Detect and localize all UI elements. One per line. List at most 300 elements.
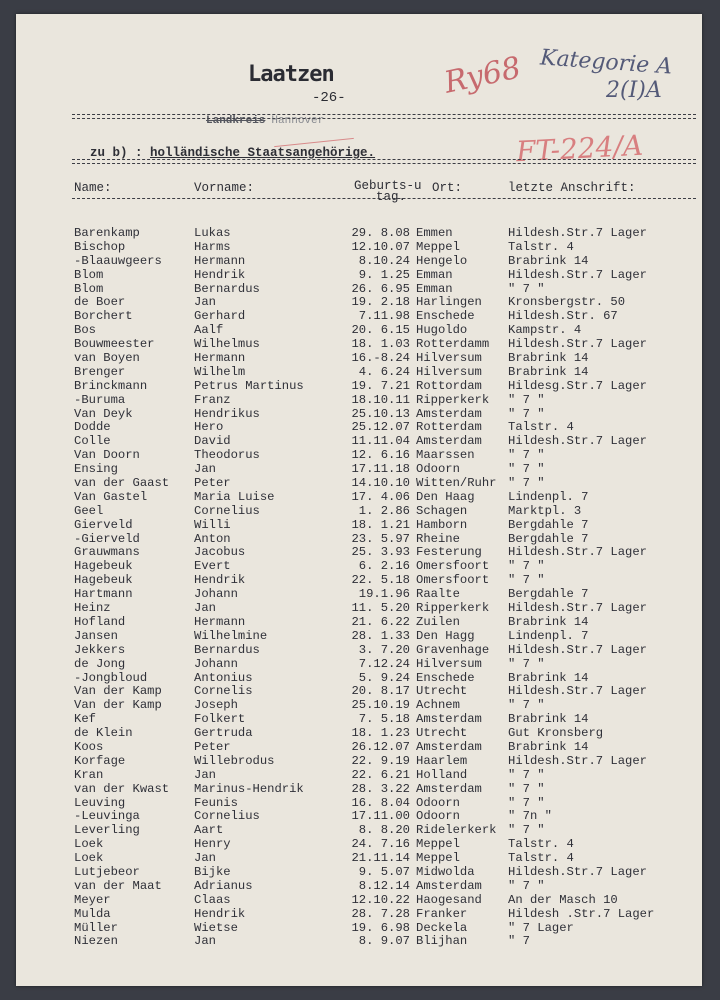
person-birthdate: 19. 2.18 (351, 295, 410, 310)
table-row (16, 407, 702, 421)
person-birthplace: Meppel (416, 851, 460, 866)
person-address: Brabrink 14 (508, 712, 589, 727)
person-birthplace: Festerung (416, 545, 482, 560)
person-address: " 7 " (508, 698, 545, 713)
person-birthplace: Deckela (416, 920, 468, 935)
divider (72, 159, 696, 160)
person-surname: Lutjebeor (74, 864, 140, 879)
person-birthdate: 25.10.19 (351, 698, 410, 713)
person-firstname: Wilhelmus (194, 337, 260, 352)
person-birthdate: 22. 9.19 (351, 753, 410, 768)
person-address: " 7 " (508, 462, 545, 477)
table-row (16, 448, 702, 462)
section-heading (90, 146, 375, 160)
table-row (16, 379, 702, 393)
person-birthdate: 12.10.22 (351, 892, 410, 907)
person-birthdate: 7.11.98 (358, 309, 410, 324)
person-birthdate: 14.10.10 (351, 476, 410, 491)
person-surname: Müller (74, 920, 118, 935)
person-birthplace: Odoorn (416, 809, 460, 824)
table-row (16, 837, 702, 851)
person-birthplace: Rheine (416, 531, 460, 546)
table-row (16, 295, 702, 309)
person-surname: Hagebeuk (74, 573, 133, 588)
col-header-geburtstag (354, 181, 422, 203)
person-firstname: Hermann (194, 614, 246, 629)
person-surname: Borchert (74, 309, 133, 324)
person-firstname: Johann (194, 656, 238, 671)
person-birthdate: 22. 5.18 (351, 573, 410, 588)
person-surname: Bos (74, 323, 96, 338)
person-firstname: Aalf (194, 323, 224, 338)
person-firstname: Wietse (194, 920, 238, 935)
person-birthdate: 19. 6.98 (351, 920, 410, 935)
table-row (16, 351, 702, 365)
landkreis-struck: Landkreis (206, 115, 266, 127)
person-surname: Bouwmeester (74, 337, 155, 352)
table-row (16, 629, 702, 643)
divider (72, 163, 696, 164)
person-surname: Niezen (74, 934, 118, 949)
page-title: Laatzen (248, 62, 334, 87)
table-row (16, 434, 702, 448)
person-surname: Dodde (74, 420, 111, 435)
person-birthplace: Amsterdam (416, 781, 482, 796)
person-address: Hildesg.Str.7 Lager (508, 378, 647, 393)
section-title: holländische Staatsangehörige. (150, 146, 376, 160)
table-row (16, 323, 702, 337)
person-surname: Brinckmann (74, 378, 148, 393)
person-birthdate: 4. 6.24 (358, 364, 410, 379)
person-surname: Jansen (74, 628, 118, 643)
person-surname: van Boyen (74, 351, 140, 366)
table-row (16, 907, 702, 921)
person-birthplace: Rottordam (416, 378, 482, 393)
table-row (16, 309, 702, 323)
person-birthplace: Hugoldo (416, 323, 468, 338)
person-birthplace: Hilversum (416, 351, 482, 366)
table-row (16, 726, 702, 740)
person-address: Hildesh.Str.7 Lager (508, 864, 647, 879)
person-birthplace: Witten/Ruhr (416, 476, 497, 491)
person-birthplace: Ridelerkerk (416, 823, 497, 838)
person-birthplace: Ripperkerk (416, 392, 490, 407)
person-surname: Ensing (74, 462, 118, 477)
table-row (16, 573, 702, 587)
person-address: Hildesh.Str.7 Lager (508, 267, 647, 282)
person-birthdate: 26. 6.95 (351, 281, 410, 296)
person-address: " 7n " (508, 809, 552, 824)
table-row (16, 601, 702, 615)
person-firstname: Hero (194, 420, 224, 435)
person-surname: Barenkamp (74, 226, 140, 240)
person-address: " 7 " (508, 448, 545, 463)
person-address: Hildesh.Str.7 Lager (508, 434, 647, 449)
person-surname: de Klein (74, 726, 133, 741)
person-birthplace: Hamborn (416, 517, 468, 532)
person-firstname: Anton (194, 531, 231, 546)
person-address: Hildesh.Str.7 Lager (508, 753, 647, 768)
table-row (16, 240, 702, 254)
person-birthdate: 1. 2.86 (358, 503, 410, 518)
table-row (16, 893, 702, 907)
person-birthplace: Zuilen (416, 614, 460, 629)
divider (72, 198, 696, 199)
col-header-vorname: Vorname: (194, 181, 255, 195)
kategorie-note: Kategorie A (539, 45, 673, 80)
person-firstname: Cornelius (194, 503, 260, 518)
person-birthplace: Emman (416, 281, 453, 296)
person-firstname: Jan (194, 601, 216, 616)
person-birthplace: Amsterdam (416, 739, 482, 754)
col-header-ort: Ort: (432, 181, 463, 195)
person-birthdate: 9. 5.07 (358, 864, 410, 879)
person-firstname: Hendrik (194, 573, 246, 588)
person-birthdate: 8.12.14 (358, 878, 410, 893)
person-birthdate: 17. 4.06 (351, 489, 410, 504)
person-address: " 7 " (508, 823, 545, 838)
person-birthdate: 21. 6.22 (351, 614, 410, 629)
person-address: An der Masch 10 (508, 892, 618, 907)
person-birthplace: Harlingen (416, 295, 482, 310)
person-firstname: Evert (194, 559, 231, 574)
table-row (16, 782, 702, 796)
person-birthplace: Odoorn (416, 462, 460, 477)
page-number: -26- (312, 90, 346, 106)
person-surname: -Jongbloud (74, 670, 148, 685)
person-firstname: Harms (194, 239, 231, 254)
person-firstname: Lukas (194, 226, 231, 240)
landkreis-name: Hannover (271, 115, 325, 127)
person-address: " 7 " (508, 573, 545, 588)
person-birthdate: 26.12.07 (351, 739, 410, 754)
person-firstname: Jan (194, 934, 216, 949)
person-address: " 7 " (508, 878, 545, 893)
table-row (16, 504, 702, 518)
person-birthdate: 20. 8.17 (351, 684, 410, 699)
person-birthdate: 25.10.13 (351, 406, 410, 421)
person-surname: Van der Kamp (74, 698, 162, 713)
person-birthdate: 16. 8.04 (351, 795, 410, 810)
person-birthdate: 25.12.07 (351, 420, 410, 435)
person-firstname: Feunis (194, 795, 238, 810)
table-row (16, 226, 702, 240)
table-row (16, 934, 702, 948)
table-row (16, 921, 702, 935)
person-birthplace: Amsterdam (416, 406, 482, 421)
person-birthdate: 8. 9.07 (358, 934, 410, 949)
person-surname: -Leuvinga (74, 809, 140, 824)
person-firstname: Jan (194, 462, 216, 477)
person-birthdate: 18. 1.21 (351, 517, 410, 532)
table-row (16, 393, 702, 407)
person-surname: Mulda (74, 906, 111, 921)
person-firstname: Gertruda (194, 726, 253, 741)
person-firstname: Jan (194, 295, 216, 310)
person-surname: Colle (74, 434, 111, 449)
person-surname: Grauwmans (74, 545, 140, 560)
person-address: " 7 " (508, 406, 545, 421)
person-birthdate: 28. 3.22 (351, 781, 410, 796)
person-firstname: Hermann (194, 351, 246, 366)
table-row (16, 365, 702, 379)
person-birthplace: Midwolda (416, 864, 475, 879)
person-address: Hildesh.Str.7 Lager (508, 337, 647, 352)
person-birthdate: 28. 1.33 (351, 628, 410, 643)
table-row (16, 476, 702, 490)
person-birthplace: Rotterdamm (416, 337, 490, 352)
person-firstname: Willi (194, 517, 231, 532)
table-row (16, 865, 702, 879)
table-row (16, 684, 702, 698)
person-birthdate: 16.-8.24 (351, 351, 410, 366)
table-row (16, 337, 702, 351)
person-birthplace: Holland (416, 767, 468, 782)
person-address: " 7 " (508, 656, 545, 671)
person-birthplace: Hilversum (416, 656, 482, 671)
table-row (16, 518, 702, 532)
person-firstname: Antonius (194, 670, 253, 685)
person-address: Lindenpl. 7 (508, 628, 589, 643)
person-birthplace: Amsterdam (416, 434, 482, 449)
person-address: Kampstr. 4 (508, 323, 582, 338)
person-address: Marktpl. 3 (508, 503, 582, 518)
ft-stamp: FT-224/A (515, 128, 644, 169)
col-header-anschrift: letzte Anschrift: (508, 181, 636, 195)
person-firstname: Gerhard (194, 309, 246, 324)
person-firstname: Hendrik (194, 267, 246, 282)
person-birthdate: 8. 8.20 (358, 823, 410, 838)
divider (72, 118, 696, 119)
person-firstname: Wilhelm (194, 364, 246, 379)
person-address: Hildesh .Str.7 Lager (508, 906, 655, 921)
person-surname: -Gierveld (74, 531, 140, 546)
person-address: " 7 " (508, 476, 545, 491)
person-birthdate: 23. 5.97 (351, 531, 410, 546)
person-firstname: Joseph (194, 698, 238, 713)
person-birthdate: 22. 6.21 (351, 767, 410, 782)
person-address: " 7 " (508, 767, 545, 782)
person-firstname: Hendrikus (194, 406, 260, 421)
table-row (16, 490, 702, 504)
person-address: Talstr. 4 (508, 239, 574, 254)
person-list (16, 226, 702, 948)
person-surname: Leverling (74, 823, 140, 838)
person-birthdate: 18.10.11 (351, 392, 410, 407)
person-firstname: Wilhelmine (194, 628, 268, 643)
person-surname: -Buruma (74, 392, 126, 407)
person-firstname: Bijke (194, 864, 231, 879)
person-surname: Hartmann (74, 587, 133, 602)
table-row (16, 462, 702, 476)
col-header-geburts-line2: tag. (376, 190, 407, 204)
person-surname: Van der Kamp (74, 684, 162, 699)
person-address: Brabrink 14 (508, 364, 589, 379)
person-birthdate: 7.12.24 (358, 656, 410, 671)
divider (72, 114, 696, 115)
person-surname: de Boer (74, 295, 126, 310)
person-birthdate: 9. 1.25 (358, 267, 410, 282)
person-address: Brabrink 14 (508, 614, 589, 629)
person-address: " 7 " (508, 781, 545, 796)
person-address: " 7 " (508, 795, 545, 810)
person-birthdate: 17.11.00 (351, 809, 410, 824)
table-row (16, 754, 702, 768)
person-address: " 7 Lager (508, 920, 574, 935)
person-surname: van der Maat (74, 878, 162, 893)
person-surname: Bischop (74, 239, 126, 254)
person-surname: Blom (74, 267, 104, 282)
table-row (16, 615, 702, 629)
person-birthdate: 24. 7.16 (351, 837, 410, 852)
person-firstname: Franz (194, 392, 231, 407)
person-surname: Blom (74, 281, 104, 296)
person-birthplace: Schagen (416, 503, 468, 518)
table-row (16, 532, 702, 546)
table-row (16, 768, 702, 782)
person-firstname: Maria Luise (194, 489, 275, 504)
person-birthplace: Maarssen (416, 448, 475, 463)
person-surname: Hagebeuk (74, 559, 133, 574)
person-birthplace: Den Haag (416, 489, 475, 504)
person-birthplace: Gravenhage (416, 642, 490, 657)
person-address: Talstr. 4 (508, 420, 574, 435)
person-surname: Van Doorn (74, 448, 140, 463)
person-birthplace: Utrecht (416, 684, 468, 699)
person-birthplace: Meppel (416, 837, 460, 852)
person-surname: Leuving (74, 795, 126, 810)
person-birthdate: 11. 5.20 (351, 601, 410, 616)
person-birthplace: Franker (416, 906, 468, 921)
table-row (16, 559, 702, 573)
table-row (16, 879, 702, 893)
person-address: Brabrink 14 (508, 253, 589, 268)
person-address: Hildesh.Str. 67 (508, 309, 618, 324)
person-birthplace: Utrecht (416, 726, 468, 741)
person-birthdate: 17.11.18 (351, 462, 410, 477)
person-birthplace: Raalte (416, 587, 460, 602)
person-address: Bergdahle 7 (508, 531, 589, 546)
person-birthplace: Emman (416, 267, 453, 282)
person-firstname: Peter (194, 739, 231, 754)
person-firstname: Jan (194, 851, 216, 866)
person-birthdate: 29. 8.08 (351, 226, 410, 240)
person-surname: Meyer (74, 892, 111, 907)
person-address: Hildesh.Str.7 Lager (508, 684, 647, 699)
person-birthplace: Den Hagg (416, 628, 475, 643)
person-birthplace: Rotterdam (416, 420, 482, 435)
person-surname: Loek (74, 851, 104, 866)
person-address: Brabrink 14 (508, 351, 589, 366)
person-surname: van der Gaast (74, 476, 170, 491)
person-birthdate: 20. 6.15 (351, 323, 410, 338)
person-firstname: Jacobus (194, 545, 246, 560)
person-surname: -Blaauwgeers (74, 253, 162, 268)
person-birthdate: 6. 2.16 (358, 559, 410, 574)
person-surname: Koos (74, 739, 104, 754)
table-row (16, 712, 702, 726)
table-row (16, 809, 702, 823)
person-birthplace: Haarlem (416, 753, 468, 768)
person-surname: Brenger (74, 364, 126, 379)
person-birthplace: Hilversum (416, 364, 482, 379)
red-handwritten-mark: Ry68 (441, 50, 524, 101)
person-address: Bergdahle 7 (508, 587, 589, 602)
person-address: Gut Kronsberg (508, 726, 604, 741)
person-birthdate: 19.1.96 (358, 587, 410, 602)
person-surname: Jekkers (74, 642, 126, 657)
person-firstname: Cornelius (194, 809, 260, 824)
person-address: Brabrink 14 (508, 670, 589, 685)
person-address: Kronsbergstr. 50 (508, 295, 626, 310)
person-birthplace: Amsterdam (416, 878, 482, 893)
person-firstname: Theodorus (194, 448, 260, 463)
person-firstname: Marinus-Hendrik (194, 781, 304, 796)
table-row (16, 643, 702, 657)
table-row (16, 587, 702, 601)
person-address: Hildesh.Str.7 Lager (508, 601, 647, 616)
person-address: " 7 " (508, 281, 545, 296)
person-birthdate: 7. 5.18 (358, 712, 410, 727)
person-firstname: Peter (194, 476, 231, 491)
person-birthdate: 28. 7.28 (351, 906, 410, 921)
table-row (16, 545, 702, 559)
table-row (16, 420, 702, 434)
person-address: Brabrink 14 (508, 739, 589, 754)
person-firstname: Jan (194, 767, 216, 782)
person-birthplace: Odoorn (416, 795, 460, 810)
person-birthdate: 8.10.24 (358, 253, 410, 268)
person-birthplace: Amsterdam (416, 712, 482, 727)
person-birthdate: 5. 9.24 (358, 670, 410, 685)
person-address: Hildesh.Str.7 Lager (508, 642, 647, 657)
person-birthplace: Emmen (416, 226, 453, 240)
person-birthplace: Haogesand (416, 892, 482, 907)
person-birthplace: Omersfoort (416, 573, 490, 588)
table-row (16, 268, 702, 282)
person-firstname: Petrus Martinus (194, 378, 304, 393)
person-surname: Gierveld (74, 517, 133, 532)
person-address: Hildesh.Str.7 Lager (508, 545, 647, 560)
person-address: Talstr. 4 (508, 851, 574, 866)
person-firstname: Henry (194, 837, 231, 852)
person-birthdate: 12.10.07 (351, 239, 410, 254)
person-surname: Hofland (74, 614, 126, 629)
person-surname: de Jong (74, 656, 126, 671)
person-address: Lindenpl. 7 (508, 489, 589, 504)
person-firstname: Aart (194, 823, 224, 838)
person-address: Bergdahle 7 (508, 517, 589, 532)
person-firstname: Claas (194, 892, 231, 907)
person-surname: van der Kwast (74, 781, 170, 796)
person-birthplace: Achnem (416, 698, 460, 713)
person-firstname: Hermann (194, 253, 246, 268)
person-firstname: David (194, 434, 231, 449)
person-surname: Van Gastel (74, 489, 148, 504)
col-header-name: Name: (74, 181, 112, 195)
person-address: Hildesh.Str.7 Lager (508, 226, 647, 240)
person-surname: Korfage (74, 753, 126, 768)
person-surname: Kran (74, 767, 104, 782)
table-row (16, 740, 702, 754)
table-row (16, 282, 702, 296)
person-address: " 7 " (508, 392, 545, 407)
table-row (16, 657, 702, 671)
person-birthplace: Ripperkerk (416, 601, 490, 616)
person-firstname: Johann (194, 587, 238, 602)
person-birthdate: 18. 1.23 (351, 726, 410, 741)
landkreis-line (206, 115, 324, 127)
